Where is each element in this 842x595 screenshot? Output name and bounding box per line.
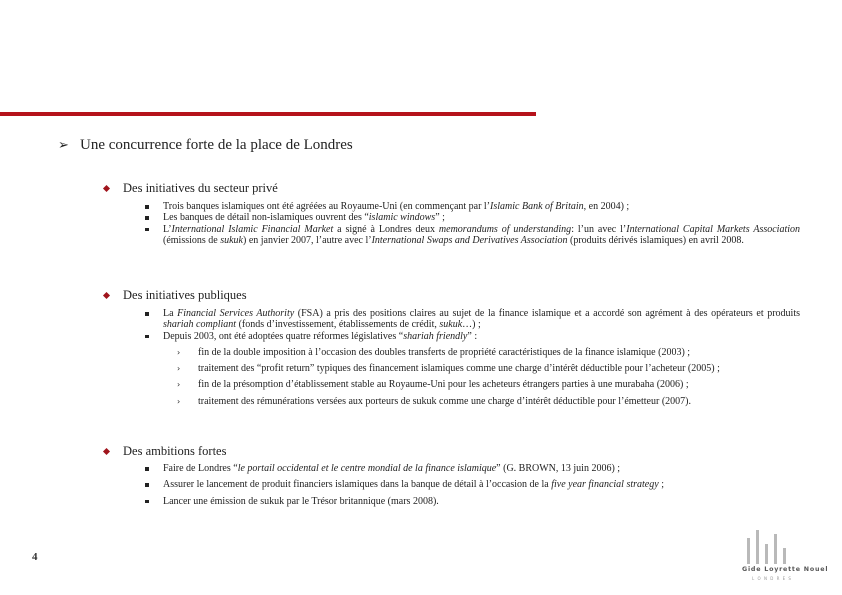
list-publiques [145, 308, 800, 407]
slide-title [58, 137, 353, 154]
logo-name: Gide Loyrette Nouel [742, 566, 829, 573]
text-run: , en 2004) ; [583, 201, 630, 212]
square-bullet-icon [145, 500, 149, 504]
square-bullet-icon [145, 467, 149, 471]
list-item [145, 331, 800, 342]
text-run: ; [658, 479, 664, 491]
text-run: International Islamic Financial Market [171, 223, 334, 235]
list-item [145, 212, 800, 223]
square-bullet-icon [145, 205, 149, 209]
text-run: shariah friendly [403, 330, 468, 342]
diamond-bullet-icon [103, 185, 110, 192]
diamond-bullet-icon [103, 292, 110, 299]
text-run: Assurer le lancement de produit financiers islamiques dans la banque de détail à l’occasion de la [163, 479, 552, 491]
sub-list-item: › fin de la présomption d’établissement stable au Royaume-Uni pour les acheteurs étrangers parties à une murabaha (2006) ; [177, 379, 689, 391]
text-run: La [163, 308, 178, 319]
text-run: (produits dérivés islamiques) en avril 2008. [567, 234, 744, 246]
text-run: : l’un avec l’ [571, 223, 627, 235]
text-run: Financial Services Authority [177, 308, 295, 319]
section-heading-prive: Des initiatives du secteur privé [104, 181, 278, 196]
text-run: (émissions de [163, 234, 221, 246]
list-prive [145, 201, 800, 246]
sub-list-item: › traitement des “profit return” typiques des financement islamiques comme une charge d’intérêt déductible pour l’acheteur (2005) ; [177, 363, 720, 375]
text-run: Faire de Londres “ [163, 463, 238, 474]
chevron-bullet-icon: › [177, 347, 181, 357]
section-heading-ambitions: Des ambitions fortes [104, 444, 226, 459]
slide-title-text: Une concurrence forte de la place de Londres [80, 137, 353, 153]
diamond-bullet-icon [103, 448, 110, 455]
square-bullet-icon [145, 483, 149, 487]
text-run: ” (G. BROWN, 13 juin 2006) ; [496, 463, 621, 474]
arrow-bullet-icon: ➢ [58, 138, 69, 153]
text-run: le portail occidental et le centre mondial de la finance islamique [237, 463, 497, 474]
list-item [145, 479, 800, 490]
square-bullet-icon [145, 335, 149, 339]
list-item [145, 496, 800, 507]
text-run: shariah compliant [163, 319, 237, 331]
square-bullet-icon [145, 228, 149, 232]
text-run: Depuis 2003, ont été adoptées quatre réformes législatives “ [163, 330, 404, 342]
text-run: L’ [163, 223, 172, 235]
square-bullet-icon [145, 312, 149, 316]
text-run: Trois banques islamiques ont été agréées au Royaume-Uni (en commençant par l’ [163, 201, 491, 212]
list-item [145, 463, 800, 474]
text-run: ” : [467, 330, 478, 342]
text-run: International Swaps and Derivatives Association [371, 234, 568, 246]
text-run: five year financial strategy [551, 479, 659, 491]
square-bullet-icon [145, 216, 149, 220]
text-run: …) ; [462, 319, 481, 331]
chevron-bullet-icon: › [177, 396, 181, 406]
text-run: sukuk [220, 234, 243, 246]
text-run: memorandums of understanding [438, 223, 572, 235]
list-item [145, 201, 800, 212]
list-item [145, 224, 800, 247]
list-item [145, 308, 800, 331]
text-run: (fonds d’investissement, établissements de crédit, [236, 319, 440, 331]
sub-list-item: › fin de la double imposition à l’occasion des doubles transferts de propriété caractéristiques de la finance islamique (2003) ; [177, 346, 691, 358]
list-ambitions [145, 463, 800, 507]
text-run: islamic windows [368, 212, 436, 224]
top-accent-rule [0, 112, 536, 116]
sub-list-item: › traitement des rémunérations versées aux porteurs de sukuk comme une charge d’intérêt déductible pour l’émetteur (2007). [177, 395, 691, 407]
text-run: Islamic Bank of Britain [490, 201, 584, 212]
text-run: ” ; [435, 212, 445, 224]
text-run: Lancer une émission de sukuk par le Trésor britannique (mars 2008). [163, 495, 439, 507]
logo-subtitle: L O N D R E S [752, 576, 792, 581]
section-heading-publiques: Des initiatives publiques [104, 288, 247, 303]
text-run: (FSA) a pris des positions claires au sujet de la finance islamique et a accordé son agrément à des opérateurs et produits [294, 308, 801, 319]
text-run: ) en janvier 2007, l’autre avec l’ [243, 234, 372, 246]
text-run: sukuk [439, 319, 463, 331]
text-run: International Capital Markets Association [626, 223, 800, 235]
chevron-bullet-icon: › [177, 364, 181, 374]
logo [742, 524, 829, 586]
text-run: a signé à Londres deux [333, 223, 439, 235]
page-number: 4 [32, 551, 38, 563]
text-run: Les banques de détail non-islamiques ouvrent des “ [163, 212, 369, 224]
chevron-bullet-icon: › [177, 380, 181, 390]
